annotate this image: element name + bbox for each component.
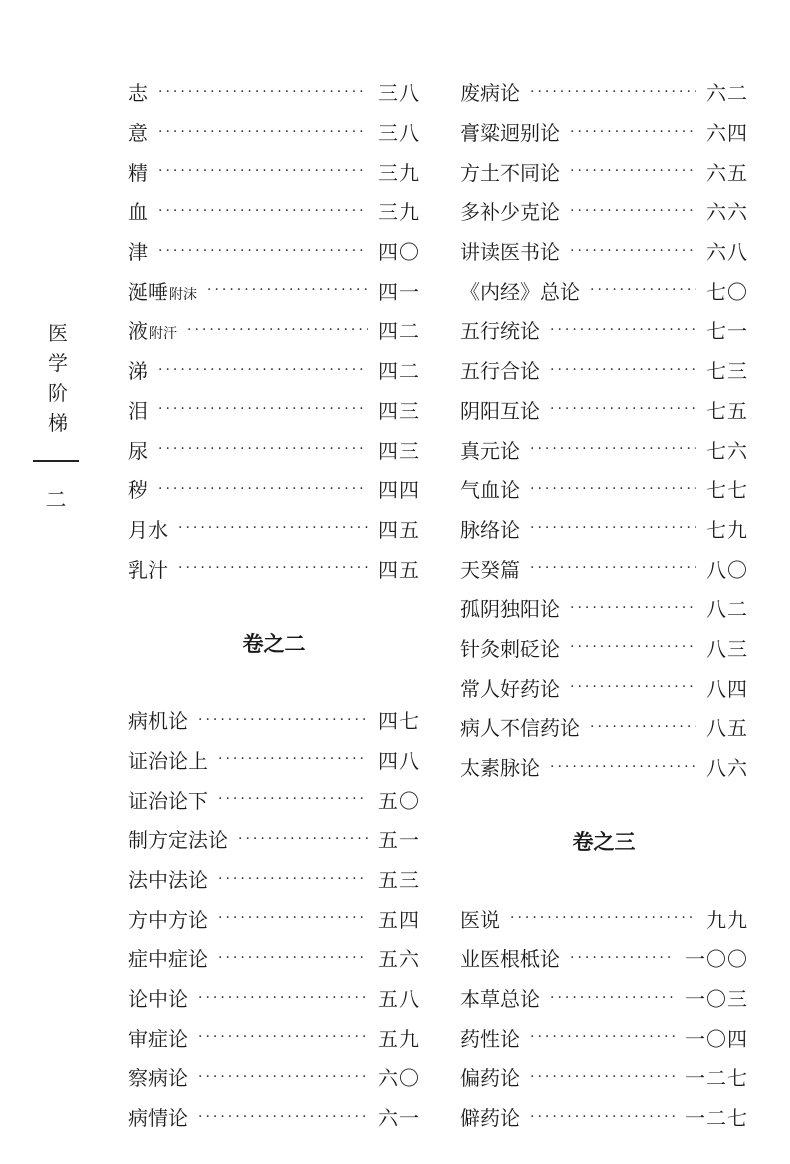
entry-title: 泪 xyxy=(128,398,148,423)
toc-entry[interactable] xyxy=(128,1057,420,1097)
toc-entry[interactable] xyxy=(128,191,420,231)
entry-page: 七〇 xyxy=(706,279,748,304)
entry-title: 法中法论 xyxy=(128,868,208,893)
entry-title: 讲读医书论 xyxy=(460,240,560,265)
entry-page: 六六 xyxy=(706,200,748,225)
dot-leader xyxy=(218,910,368,926)
dot-leader xyxy=(550,401,696,417)
entry-title: 《内经》总论 xyxy=(460,279,580,304)
toc-entry[interactable] xyxy=(460,978,748,1018)
entry-title: 精 xyxy=(128,160,148,185)
toc-entry[interactable] xyxy=(460,509,748,549)
dot-leader xyxy=(158,84,368,100)
dot-leader xyxy=(530,481,696,497)
dot-leader xyxy=(158,163,368,179)
entry-page: 三八 xyxy=(378,81,420,106)
entry-page: 六五 xyxy=(706,160,748,185)
entry-page: 八四 xyxy=(706,676,748,701)
entry-title: 证治论上 xyxy=(128,748,208,773)
dot-leader xyxy=(158,243,368,259)
entry-title: 太素脉论 xyxy=(460,756,540,781)
entry-title: 察病论 xyxy=(128,1066,188,1091)
entry-title: 天癸篇 xyxy=(460,557,520,582)
entry-title: 审症论 xyxy=(128,1026,188,1051)
dot-leader xyxy=(218,950,368,966)
toc-entry[interactable] xyxy=(460,469,748,509)
toc-entry[interactable] xyxy=(128,1017,420,1057)
dot-leader xyxy=(570,124,696,140)
entry-title: 膏粱迥别论 xyxy=(460,121,560,146)
entry-title: 僻药论 xyxy=(460,1106,520,1131)
toc-entry[interactable] xyxy=(128,112,420,152)
entry-title: 真元论 xyxy=(460,438,520,463)
dot-leader xyxy=(218,871,368,887)
dot-leader xyxy=(550,990,675,1006)
dot-leader xyxy=(530,560,696,576)
toc-entry[interactable] xyxy=(128,859,420,899)
dot-leader xyxy=(238,831,368,847)
toc-entry[interactable] xyxy=(460,628,748,668)
dot-leader xyxy=(550,759,696,775)
toc-entry[interactable] xyxy=(128,350,420,390)
entry-page: 三九 xyxy=(378,160,420,185)
toc-entry[interactable] xyxy=(460,151,748,191)
toc-entry[interactable] xyxy=(128,819,420,859)
dot-leader xyxy=(530,520,696,536)
running-title-char: 梯 xyxy=(48,411,68,435)
toc-entry[interactable] xyxy=(128,72,420,112)
toc-entry[interactable] xyxy=(128,898,420,938)
toc-entry[interactable] xyxy=(128,978,420,1018)
dot-leader xyxy=(158,362,368,378)
entry-title: 五行统论 xyxy=(460,319,540,344)
entry-note: 附汗 xyxy=(149,326,177,343)
entry-page: 八六 xyxy=(706,756,748,781)
entry-page: 五六 xyxy=(378,947,420,972)
dot-leader xyxy=(570,950,675,966)
entry-title: 月水 xyxy=(128,517,168,542)
entry-page: 六二 xyxy=(706,81,748,106)
entry-title: 常人好药论 xyxy=(460,676,560,701)
dot-leader xyxy=(158,401,368,417)
entry-page: 八二 xyxy=(706,597,748,622)
entry-page: 一二七 xyxy=(685,1066,748,1091)
entry-page: 四五 xyxy=(378,557,420,582)
dot-leader xyxy=(198,1109,368,1125)
dot-leader xyxy=(570,600,696,616)
toc-entry[interactable] xyxy=(460,350,748,390)
entry-page: 一〇四 xyxy=(685,1026,748,1051)
dot-leader xyxy=(530,1109,675,1125)
toc-entry[interactable] xyxy=(128,740,420,780)
toc-entry[interactable] xyxy=(128,700,420,740)
entry-page: 一〇〇 xyxy=(685,947,748,972)
toc-entry[interactable] xyxy=(128,938,420,978)
entry-page: 四一 xyxy=(378,279,420,304)
dot-leader xyxy=(570,679,696,695)
dot-leader xyxy=(570,639,696,655)
toc-entry[interactable] xyxy=(460,390,748,430)
toc-entry[interactable] xyxy=(128,231,420,271)
entry-page: 九九 xyxy=(706,907,748,932)
dot-leader xyxy=(530,1069,675,1085)
entry-page: 一二七 xyxy=(685,1106,748,1131)
entry-title: 针灸刺砭论 xyxy=(460,636,560,661)
toc-right-column xyxy=(460,72,748,1137)
entry-title: 涕 xyxy=(128,359,148,384)
entry-title: 多补少克论 xyxy=(460,200,560,225)
entry-page: 六八 xyxy=(706,240,748,265)
entry-title: 业医根柢论 xyxy=(460,947,560,972)
toc-entry[interactable] xyxy=(128,1097,420,1137)
toc-entry[interactable] xyxy=(460,231,748,271)
dot-leader xyxy=(198,1069,368,1085)
entry-title: 偏药论 xyxy=(460,1066,520,1091)
entry-page: 五三 xyxy=(378,868,420,893)
entry-title: 脉络论 xyxy=(460,517,520,542)
entry-page: 五〇 xyxy=(378,788,420,813)
dot-leader xyxy=(530,84,696,100)
dot-leader xyxy=(207,282,368,298)
toc-entry[interactable] xyxy=(460,747,748,787)
entry-title: 孤阴独阳论 xyxy=(460,597,560,622)
entry-page: 七六 xyxy=(706,438,748,463)
entry-page: 八五 xyxy=(706,716,748,741)
entry-page: 三九 xyxy=(378,200,420,225)
toc-entry[interactable] xyxy=(128,429,420,469)
entry-page: 七一 xyxy=(706,319,748,344)
dot-leader xyxy=(198,990,368,1006)
toc-entry[interactable] xyxy=(128,151,420,191)
entry-title: 尿 xyxy=(128,438,148,463)
entry-page: 六〇 xyxy=(378,1066,420,1091)
dot-leader xyxy=(530,1029,675,1045)
toc-entry[interactable] xyxy=(460,429,748,469)
toc-entry[interactable] xyxy=(128,548,420,588)
entry-title: 乳汁 xyxy=(128,557,168,582)
entry-title: 本草总论 xyxy=(460,987,540,1012)
dot-leader xyxy=(590,282,696,298)
toc-entry[interactable] xyxy=(460,898,748,938)
entry-page: 四八 xyxy=(378,748,420,773)
entry-title: 意 xyxy=(128,121,148,146)
entry-page: 四〇 xyxy=(378,240,420,265)
entry-title: 气血论 xyxy=(460,478,520,503)
dot-leader xyxy=(570,243,696,259)
entry-title: 液 xyxy=(128,319,148,344)
toc-entry[interactable] xyxy=(460,1017,748,1057)
toc-entry[interactable] xyxy=(460,310,748,350)
entry-title: 废病论 xyxy=(460,81,520,106)
toc-entry[interactable] xyxy=(128,270,420,310)
entry-title: 论中论 xyxy=(128,987,188,1012)
entry-page: 三八 xyxy=(378,121,420,146)
entry-page: 四五 xyxy=(378,517,420,542)
entry-page: 六四 xyxy=(706,121,748,146)
entry-page: 五八 xyxy=(378,987,420,1012)
entry-title: 证治论下 xyxy=(128,788,208,813)
volume-heading: 卷之二 xyxy=(242,630,306,656)
toc-entry[interactable] xyxy=(460,270,748,310)
entry-title: 志 xyxy=(128,81,148,106)
entry-title: 津 xyxy=(128,240,148,265)
dot-leader xyxy=(158,124,368,140)
running-title-char: 医 xyxy=(48,321,68,345)
toc-entry[interactable] xyxy=(128,390,420,430)
toc-entry[interactable] xyxy=(460,1097,748,1137)
dot-leader xyxy=(510,910,696,926)
entry-title: 阴阳互论 xyxy=(460,398,540,423)
dot-leader xyxy=(570,203,696,219)
entry-title: 血 xyxy=(128,200,148,225)
entry-page: 四三 xyxy=(378,438,420,463)
entry-page: 五九 xyxy=(378,1026,420,1051)
entry-page: 四二 xyxy=(378,319,420,344)
entry-title: 方中方论 xyxy=(128,907,208,932)
entry-title: 方土不同论 xyxy=(460,160,560,185)
entry-page: 七七 xyxy=(706,478,748,503)
entry-title: 病机论 xyxy=(128,709,188,734)
entry-title: 医说 xyxy=(460,907,500,932)
dot-leader xyxy=(530,441,696,457)
entry-title-with-note xyxy=(128,315,177,344)
toc-entry[interactable] xyxy=(460,938,748,978)
entry-title: 症中症论 xyxy=(128,947,208,972)
toc-entry[interactable] xyxy=(128,509,420,549)
dot-leader xyxy=(158,481,368,497)
toc-entry[interactable] xyxy=(460,72,748,112)
entry-page: 七五 xyxy=(706,398,748,423)
volume-heading: 卷之三 xyxy=(572,829,636,855)
dot-leader xyxy=(590,719,696,735)
toc-entry[interactable] xyxy=(460,548,748,588)
toc-entry[interactable] xyxy=(460,191,748,231)
entry-title-with-note xyxy=(128,276,197,305)
dot-leader xyxy=(570,163,696,179)
entry-note: 附沫 xyxy=(169,286,197,303)
entry-title: 病情论 xyxy=(128,1106,188,1131)
entry-title: 涎唾 xyxy=(128,279,168,304)
entry-title: 药性论 xyxy=(460,1026,520,1051)
entry-page: 五一 xyxy=(378,828,420,853)
entry-title: 五行合论 xyxy=(460,359,540,384)
entry-page: 四三 xyxy=(378,398,420,423)
entry-title: 秽 xyxy=(128,478,148,503)
entry-page: 一〇三 xyxy=(685,987,748,1012)
dot-leader xyxy=(218,751,368,767)
dot-leader xyxy=(218,791,368,807)
dot-leader xyxy=(198,712,368,728)
toc-entry[interactable] xyxy=(460,112,748,152)
toc-entry[interactable] xyxy=(460,588,748,628)
entry-title: 病人不信药论 xyxy=(460,716,580,741)
entry-page: 六一 xyxy=(378,1106,420,1131)
dot-leader xyxy=(550,362,696,378)
toc-entry[interactable] xyxy=(128,310,420,350)
entry-page: 四七 xyxy=(378,709,420,734)
entry-page: 八三 xyxy=(706,636,748,661)
page-number: 二 xyxy=(45,488,67,512)
dot-leader xyxy=(178,520,368,536)
running-book-title xyxy=(38,318,78,438)
dot-leader xyxy=(178,560,368,576)
toc-left-column xyxy=(128,72,420,1137)
entry-page: 八〇 xyxy=(706,557,748,582)
toc-entry[interactable] xyxy=(460,1057,748,1097)
toc-entry[interactable] xyxy=(460,667,748,707)
entry-page: 四四 xyxy=(378,478,420,503)
entry-page: 七九 xyxy=(706,517,748,542)
dot-leader xyxy=(158,203,368,219)
toc-entry[interactable] xyxy=(128,469,420,509)
toc-entry[interactable] xyxy=(128,779,420,819)
dot-leader xyxy=(158,441,368,457)
toc-entry[interactable] xyxy=(460,707,748,747)
running-title-char: 阶 xyxy=(48,381,68,405)
entry-page: 四二 xyxy=(378,359,420,384)
dot-leader xyxy=(550,322,696,338)
running-title-char: 学 xyxy=(48,351,68,375)
entry-title: 制方定法论 xyxy=(128,828,228,853)
sidebar-divider xyxy=(33,460,79,462)
dot-leader xyxy=(198,1029,368,1045)
entry-page: 五四 xyxy=(378,907,420,932)
dot-leader xyxy=(187,322,368,338)
entry-page: 七三 xyxy=(706,359,748,384)
